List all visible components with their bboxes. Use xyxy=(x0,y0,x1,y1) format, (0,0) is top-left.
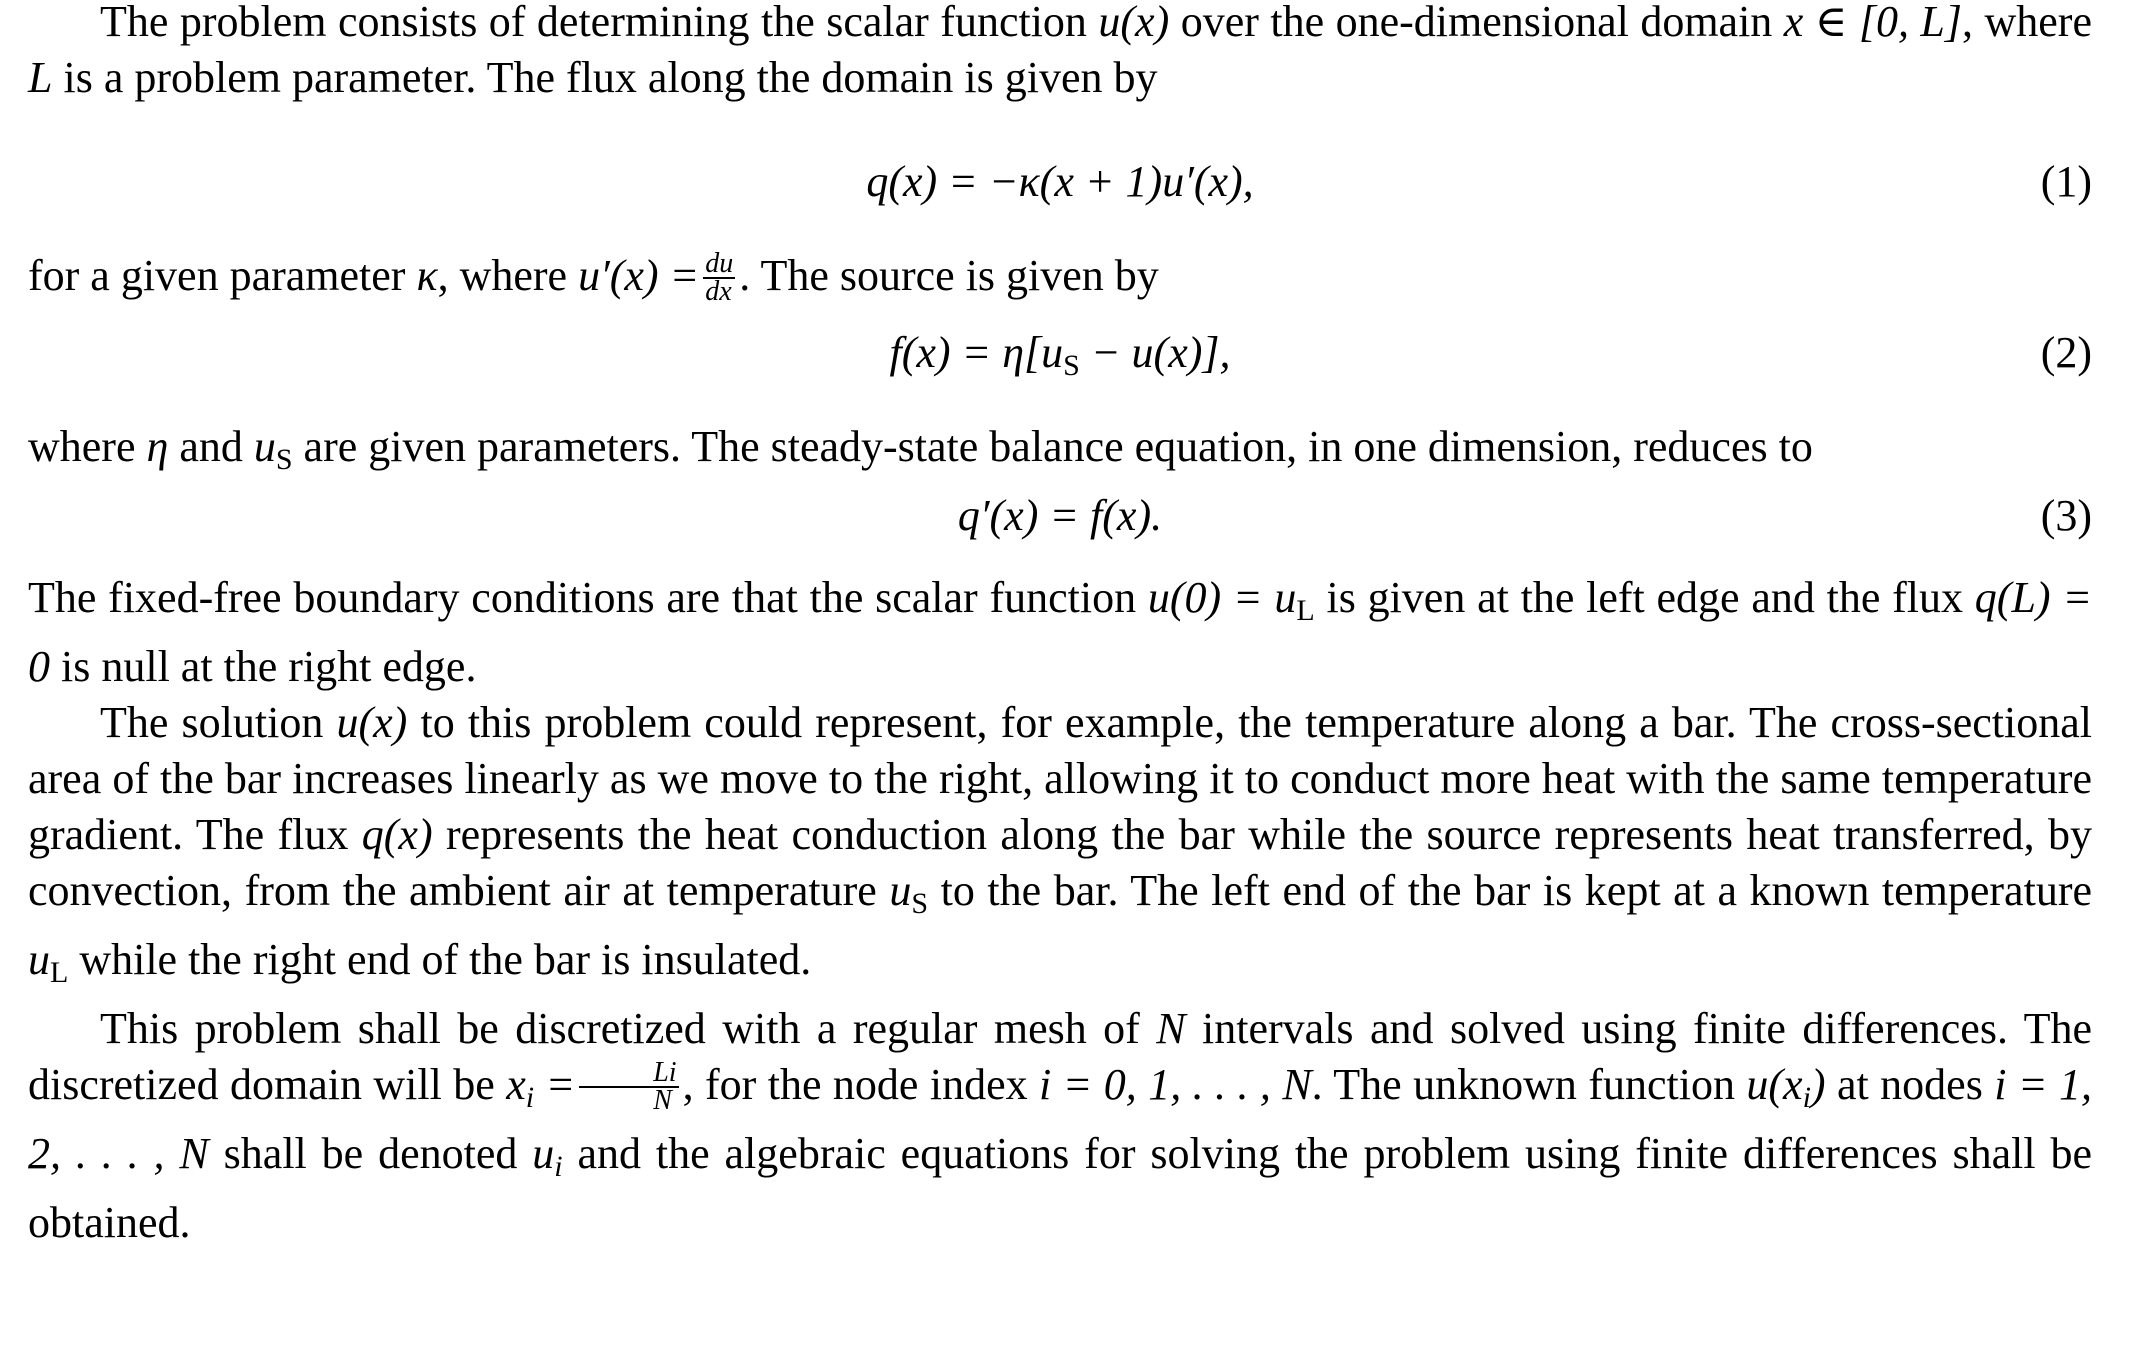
equation-3-row xyxy=(28,488,2092,544)
text: and xyxy=(168,422,254,471)
math-subscript: L xyxy=(50,956,69,989)
text: to this problem could represent, for example, the temperature along a bar. The cross-sectional area of the bar increases linearly as we move to the right, allowing it to conduct more heat with the same temperature gradient. The flux xyxy=(28,698,2092,859)
equation-2 xyxy=(28,325,2092,394)
paragraph-domain xyxy=(28,0,2092,106)
fraction-li-n xyxy=(579,1057,678,1116)
math-inline: u xyxy=(532,1129,555,1178)
math-inline: = xyxy=(534,1060,576,1109)
fraction-numerator: du xyxy=(705,248,734,279)
text: are given parameters. The steady-state balance equation, in one dimension, reduces to xyxy=(292,422,1813,471)
equation-2-part: − u(x)], xyxy=(1079,328,1231,377)
math-inline: u xyxy=(889,866,912,915)
text: , for the node index xyxy=(682,1060,1040,1109)
text: , where xyxy=(437,251,579,300)
text: intervals and solved using finite differences. The discretized domain will be xyxy=(28,1004,2092,1109)
text: while the right end of the bar is insulated. xyxy=(68,935,812,984)
equation-1-number: (1) xyxy=(2040,157,2092,206)
math-inline: u′(x) = xyxy=(578,251,700,300)
text: . The unknown function xyxy=(1311,1060,1747,1109)
equation-2-row xyxy=(28,325,2092,381)
text: is a problem parameter. The flux along the domain is given by xyxy=(52,53,1158,102)
math-subscript: i xyxy=(1802,1081,1811,1114)
text: The problem consists of determining the scalar function xyxy=(100,0,1099,46)
paragraph-physical-interpretation xyxy=(28,695,2092,1001)
text: and the algebraic equations for solving the problem using finite differences shall be obtained. xyxy=(28,1129,2092,1247)
fraction-du-dx xyxy=(703,248,735,307)
math-subscript: i xyxy=(525,1081,535,1114)
math-subscript: S xyxy=(275,443,293,476)
paragraph-discretization xyxy=(28,1001,2092,1251)
math-inline: u xyxy=(28,935,50,984)
paragraph-flux-param xyxy=(28,248,2092,305)
text: is given at the left edge and the flux xyxy=(1314,573,1975,622)
math-inline: u xyxy=(253,422,276,471)
math-inline: q(L) = 0 xyxy=(28,573,2093,691)
equation-2-subscript: S xyxy=(1063,349,1080,382)
paragraph-boundary-conditions xyxy=(28,570,2092,695)
equation-1-row xyxy=(28,154,2092,210)
text: at nodes xyxy=(1825,1060,1995,1109)
math-subscript: i xyxy=(554,1150,563,1183)
equation-1: q(x) = −κ(x + 1)u′(x), xyxy=(866,157,1254,206)
text: , where xyxy=(1962,0,2092,46)
text: for a given parameter xyxy=(28,251,417,300)
math-inline: u(0) = u xyxy=(1147,573,1297,622)
math-inline: u(x) xyxy=(336,698,408,747)
text: is null at the right edge. xyxy=(50,642,477,691)
text: . The source is given by xyxy=(739,251,1159,300)
text: The solution xyxy=(100,698,337,747)
math-subscript: L xyxy=(1296,594,1315,627)
math-inline: x ∈ [0, L] xyxy=(1783,0,1963,46)
math-inline: L xyxy=(28,53,53,102)
fraction-numerator: Li xyxy=(579,1060,678,1088)
paragraph-steady-state xyxy=(28,419,2092,488)
paper-page xyxy=(28,0,2092,1251)
math-inline: i = 1, 2, . . . , N xyxy=(28,1060,2092,1178)
text: over the one-dimensional domain xyxy=(1169,0,1784,46)
fraction-denominator: N xyxy=(653,1085,672,1116)
math-inline: x xyxy=(506,1060,526,1109)
text: represents the heat conduction along the bar while the source represents heat transferred, by convection, from the ambient air at temperature xyxy=(28,810,2092,915)
math-inline: κ xyxy=(416,251,438,300)
text: shall be denoted xyxy=(208,1129,533,1178)
equation-2-number: (2) xyxy=(2040,328,2092,377)
equation-2-part: f(x) = η[u xyxy=(889,328,1064,377)
math-inline: ) xyxy=(1810,1060,1826,1109)
math-inline: N xyxy=(1156,1004,1186,1053)
math-inline: q(x) xyxy=(361,810,433,859)
text: to the bar. The left end of the bar is kept at a known temperature xyxy=(928,866,2092,915)
math-inline: i = 0, 1, . . . , N xyxy=(1039,1060,1312,1109)
math-inline: u(x xyxy=(1746,1060,1803,1109)
math-inline: η xyxy=(146,422,169,471)
math-subscript: S xyxy=(911,887,929,920)
text: This problem shall be discretized with a regular mesh of xyxy=(100,1004,1157,1053)
fraction-denominator: dx xyxy=(705,276,732,307)
equation-3-number: (3) xyxy=(2040,491,2092,540)
text: where xyxy=(28,422,147,471)
equation-3: q′(x) = f(x). xyxy=(957,491,1163,540)
text: The fixed-free boundary conditions are that the scalar function xyxy=(28,573,1148,622)
math-inline: u(x) xyxy=(1098,0,1170,46)
